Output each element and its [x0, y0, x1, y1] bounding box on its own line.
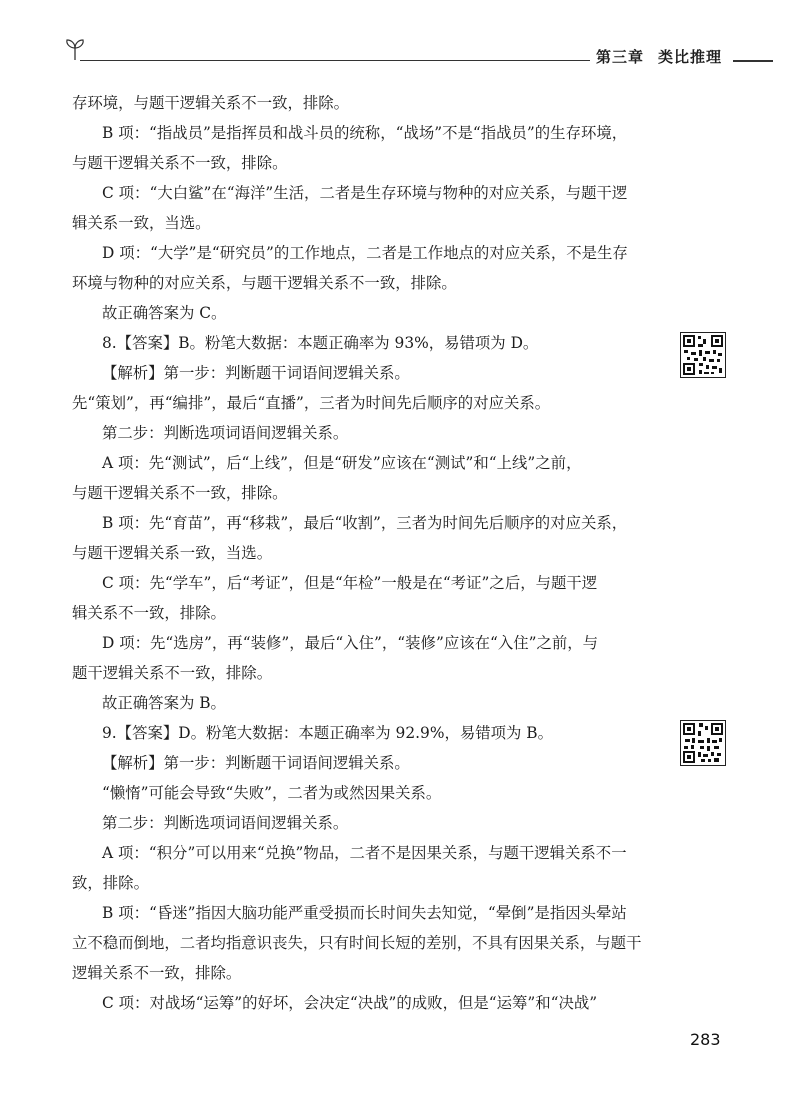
page-number: 283: [690, 1030, 721, 1049]
qr-code[interactable]: [680, 332, 726, 378]
text-line: 故正确答案为 C。: [102, 304, 227, 322]
section-label: 类比推理: [658, 48, 723, 66]
text-line: 辑关系不一致，排除。: [72, 604, 226, 622]
page-header: [0, 0, 800, 80]
header-rule: [80, 60, 590, 61]
header-tail-rule: [733, 60, 773, 62]
text-line: 【解析】第一步：判断题干词语间逻辑关系。: [102, 364, 410, 382]
running-head: [596, 46, 722, 67]
text-line: 故正确答案为 B。: [102, 694, 226, 712]
answer-line: 8.【答案】B。粉笔大数据：本题正确率为 93%，易错项为 D。: [102, 334, 539, 352]
text-line: C 项：先“学车”，后“考证”，但是“年检”一般是在“考证”之后，与题干逻: [102, 574, 598, 592]
text-line: 与题干逻辑关系一致，当选。: [72, 544, 273, 562]
text-line: 致，排除。: [72, 874, 149, 892]
text-line: 辑关系一致，当选。: [72, 214, 211, 232]
text-line: 立不稳而倒地，二者均指意识丧失，只有时间长短的差别，不具有因果关系，与题干: [72, 934, 642, 952]
text-line: 题干逻辑关系不一致，排除。: [72, 664, 273, 682]
chapter-label: 第三章: [596, 48, 645, 66]
text-line: A 项：“积分”可以用来“兑换”物品，二者不是因果关系，与题干逻辑关系不一: [102, 844, 627, 862]
text-line: 与题干逻辑关系不一致，排除。: [72, 484, 288, 502]
text-line: 先“策划”，再“编排”，最后“直播”，三者为时间先后顺序的对应关系。: [72, 394, 551, 412]
text-line: B 项：“昏迷”指因大脑功能严重受损而长时间失去知觉，“晕倒”是指因头晕站: [102, 904, 627, 922]
text-line: B 项：“指战员”是指挥员和战斗员的统称，“战场”不是“指战员”的生存环境，: [102, 124, 628, 142]
qr-code[interactable]: [680, 720, 726, 766]
text-line: 环境与物种的对应关系，与题干逻辑关系不一致，排除。: [72, 274, 457, 292]
text-line: D 项：“大学”是“研究员”的工作地点，二者是工作地点的对应关系，不是生存: [102, 244, 628, 262]
text-line: 第二步：判断选项词语间逻辑关系。: [102, 424, 349, 442]
text-line: D 项：先“选房”，再“装修”，最后“入住”，“装修”应该在“入住”之前，与: [102, 634, 599, 652]
text-line: 逻辑关系不一致，排除。: [72, 964, 242, 982]
text-line: C 项：“大白鲨”在“海洋”生活，二者是生存环境与物种的对应关系，与题干逻: [102, 184, 628, 202]
text-line: 存环境，与题干逻辑关系不一致，排除。: [72, 94, 350, 112]
text-line: A 项：先“测试”，后“上线”，但是“研发”应该在“测试”和“上线”之前，: [102, 454, 582, 472]
text-line: B 项：先“育苗”，再“移栽”，最后“收割”，三者为时间先后顺序的对应关系，: [102, 514, 628, 532]
text-line: 第二步：判断选项词语间逻辑关系。: [102, 814, 349, 832]
text-line: “懒惰”可能会导致“失败”，二者为或然因果关系。: [102, 784, 442, 802]
sprout-icon: [62, 36, 88, 62]
answer-line: 9.【答案】D。粉笔大数据：本题正确率为 92.9%，易错项为 B。: [102, 724, 553, 742]
text-line: 与题干逻辑关系不一致，排除。: [72, 154, 288, 172]
text-line: C 项：对战场“运筹”的好坏，会决定“决战”的成败，但是“运筹”和“决战”: [102, 994, 598, 1012]
text-line: 【解析】第一步：判断题干词语间逻辑关系。: [102, 754, 410, 772]
